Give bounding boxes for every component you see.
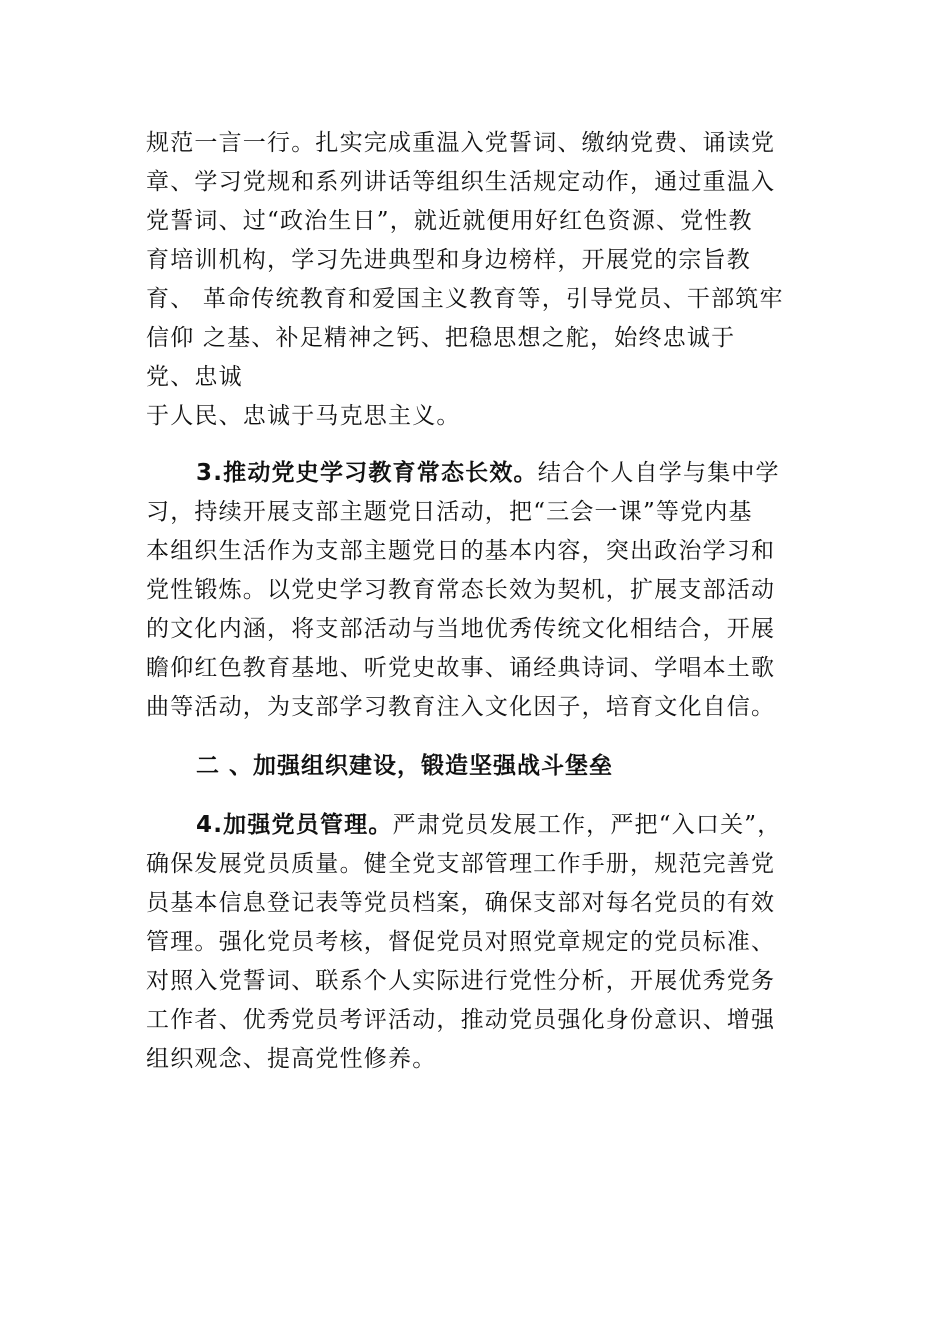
paragraph-member-management [146, 806, 816, 1079]
text-run: 结合个人自学与集中学 [537, 460, 780, 486]
text-line: 育培训机构，学习先进典型和身边榜样，开展党的宗旨教 [146, 247, 751, 273]
text-line: 信仰 之基、补足精神之钙、把稳思想之舵，始终忠诚于 [146, 325, 736, 351]
section-lead-3: 3.推动党史学习教育常态长效。 [196, 460, 538, 486]
text-line: 育、 革命传统教育和爱国主义教育等，引导党员、干部筑牢 [146, 286, 784, 312]
text-line: 组织观念、提高党性修养。 [146, 1046, 437, 1072]
text-line: 规范一言一行。扎实完成重温入党誓词、缴纳党费、诵读党 [146, 130, 776, 156]
section-lead-4: 4.加强党员管理。 [196, 812, 393, 838]
text-line: 员基本信息登记表等党员档案，确保支部对每名党员的有效 [146, 890, 776, 916]
text-line: 管理。强化党员考核，督促党员对照党章规定的党员标准、 [146, 929, 776, 955]
text-line [146, 806, 816, 845]
text-line: 党性锻炼。以党史学习教育常态长效为契机，扩展支部活动 [146, 577, 776, 603]
text-line: 瞻仰红色教育基地、听党史故事、诵经典诗词、学唱本土歌 [146, 655, 776, 681]
text-line: 工作者、优秀党员考评活动，推动党员强化身份意识、增强 [146, 1007, 776, 1033]
text-line: 党、忠诚 [146, 364, 243, 390]
text-line: 本组织生活作为支部主题党日的基本内容，突出政治学习和 [146, 538, 776, 564]
text-line: 章、学习党规和系列讲话等组织生活规定动作，通过重温入 [146, 169, 776, 195]
text-line: 于人民、忠诚于马克思主义。 [146, 403, 461, 429]
text-line: 对照入党誓词、联系个人实际进行党性分析，开展优秀党务 [146, 968, 776, 994]
text-line: 习，持续开展支部主题党日活动，把“三会一课”等党内基 [146, 499, 753, 525]
text-line [146, 454, 816, 493]
paragraph-party-spirit [146, 124, 816, 436]
section-heading-2: 二 、加强组织建设，锻造坚强战斗堡垒 [196, 753, 614, 779]
text-line: 的文化内涵，将支部活动与当地优秀传统文化相结合，开展 [146, 616, 776, 642]
text-line: 党誓词、过“政治生日”，就近就便用好红色资源、党性教 [146, 208, 753, 234]
text-line: 确保发展党员质量。健全党支部管理工作手册，规范完善党 [146, 851, 776, 877]
text-run: 严肃党员发展工作，严把“入口关”， [392, 812, 782, 838]
document-page [146, 124, 816, 1079]
paragraph-party-history-study [146, 454, 816, 727]
text-line: 曲等活动，为支部学习教育注入文化因子，培育文化自信。 [146, 694, 776, 720]
